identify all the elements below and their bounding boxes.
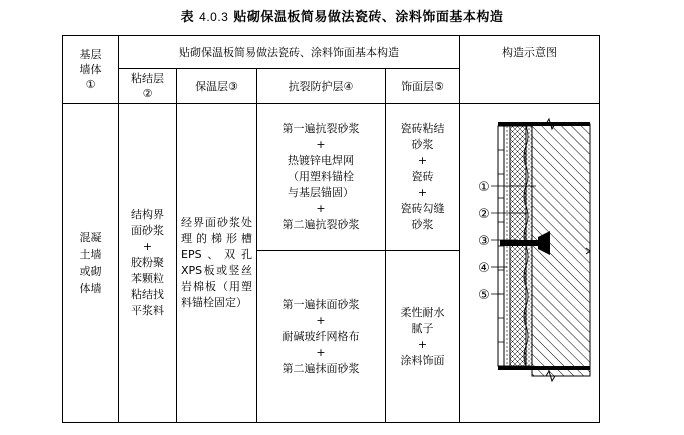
table-number: 4.0.3 — [199, 10, 229, 24]
body-crack-layer-tile: 第一遍抗裂砂浆 + 热镀锌电焊网 （用塑料锚栓 与基层锚固） + 第二遍抗裂砂浆 — [282, 122, 360, 231]
table-label: 表 — [180, 10, 195, 25]
diagram-label-5: ⑤ — [478, 288, 490, 303]
diagram-label-1: ① — [478, 180, 490, 195]
bottom-cap — [498, 366, 590, 370]
body-crack-layer-paint: 第一遍抹面砂浆 + 耐碱玻纤网格布 + 第二遍抹面砂浆 — [282, 297, 360, 375]
header-diagram: 构造示意图 — [502, 45, 557, 59]
construction-diagram — [460, 104, 599, 422]
top-cap — [498, 122, 590, 126]
header-base-wall: 基层 墙体 ① — [79, 48, 102, 91]
body-finish-layer-paint: 柔性耐水 腻子 + 涂料饰面 — [400, 305, 445, 367]
body-base-wall: 混凝 土墙 或砌 体墙 — [79, 231, 102, 295]
body-insulation-layer: 经界面砂浆处理的梯形槽EPS、双孔XPS板或竖丝岩棉板（用塑料锚栓固定） — [181, 216, 252, 309]
header-bond-layer: 粘结层 ② — [131, 72, 164, 100]
header-crack-layer: 抗裂防护层④ — [288, 79, 354, 93]
header-finish-layer: 饰面层⑤ — [401, 79, 444, 93]
header-group: 贴砌保温板简易做法瓷砖、涂料饰面基本构造 — [179, 45, 399, 59]
layer-labels — [478, 180, 490, 303]
diagram-label-3: ③ — [478, 234, 490, 249]
body-bond-layer: 结构界 面砂浆 + 胶粉聚 苯颗粒 粘结找 平浆料 — [131, 208, 164, 317]
diagram-label-2: ② — [478, 207, 490, 222]
body-finish-layer-tile: 瓷砖粘结 砂浆 + 瓷砖 + 瓷砖勾缝 砂浆 — [400, 122, 445, 231]
table-title-text: 贴砌保温板简易做法瓷砖、涂料饰面基本构造 — [233, 10, 504, 25]
header-insulation-layer: 保温层③ — [195, 79, 238, 93]
diagram-label-4: ④ — [478, 261, 490, 276]
